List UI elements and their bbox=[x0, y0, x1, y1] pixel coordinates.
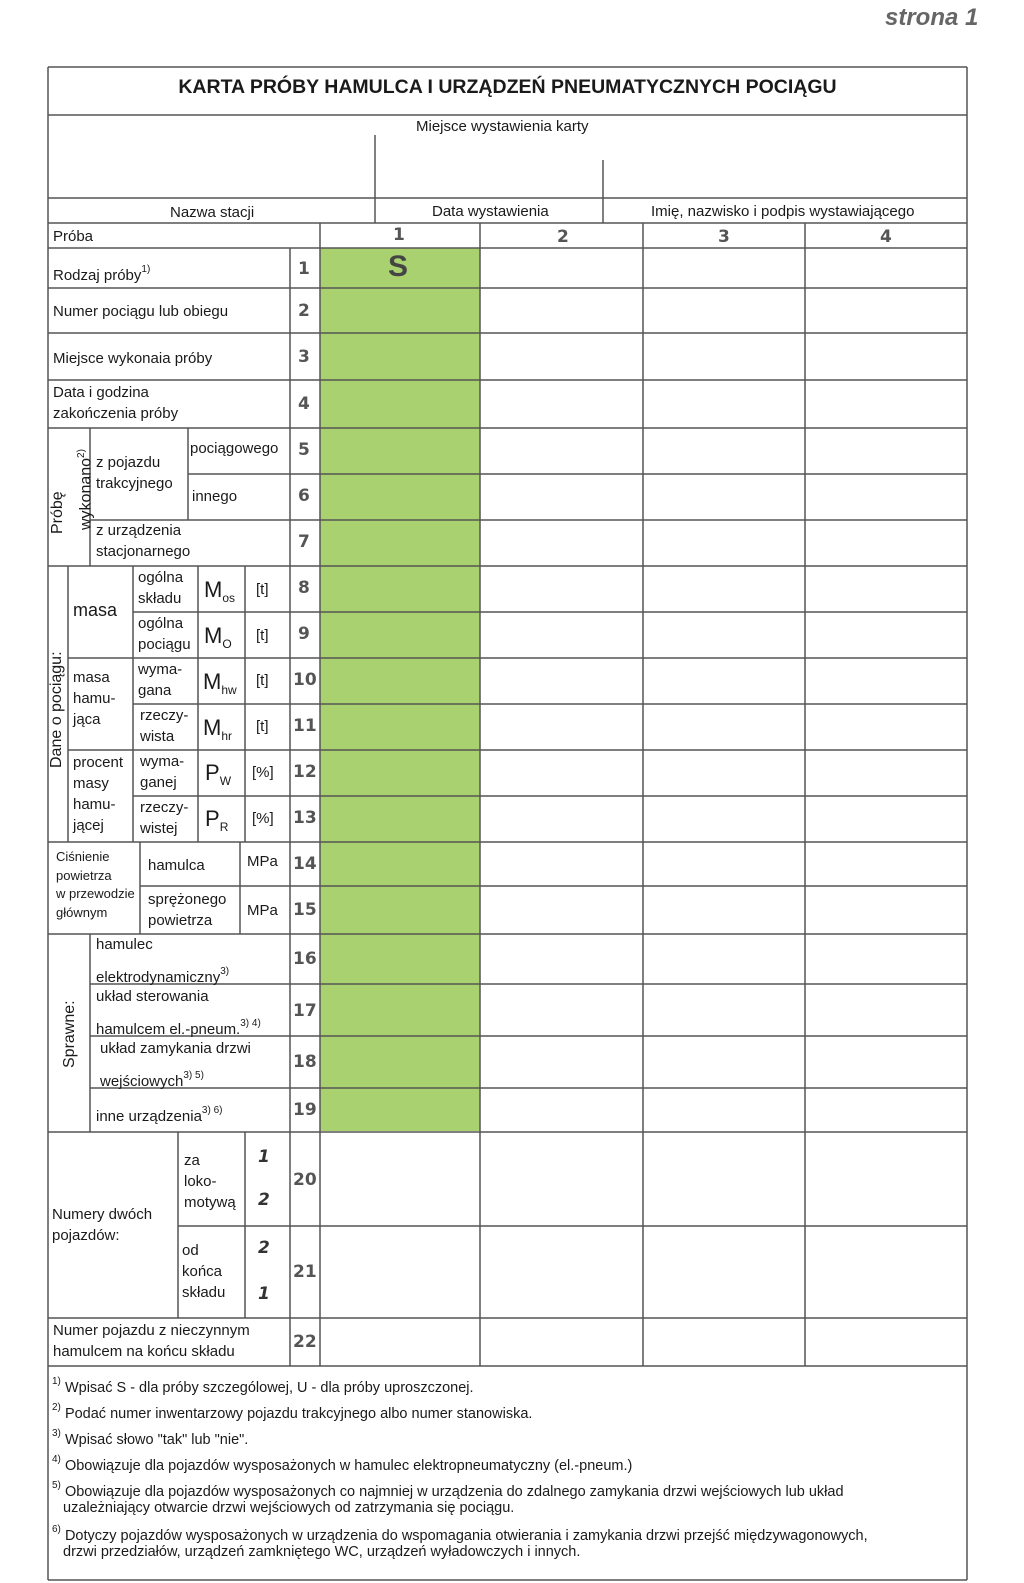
proba-number-2: 2 bbox=[557, 227, 569, 247]
row-number-15: 15 bbox=[293, 900, 317, 920]
row-15-a: sprężonego bbox=[148, 891, 227, 908]
row-16-a: hamulec bbox=[96, 936, 153, 953]
row-8-unit: [t] bbox=[256, 581, 269, 598]
row-12-symbol: $P_W$ bbox=[205, 760, 232, 788]
row-8-b: składu bbox=[138, 590, 182, 607]
vertical-label-working: Sprawne: bbox=[61, 1000, 78, 1068]
row-14-unit: MPa bbox=[247, 853, 278, 870]
brake-percent-d: jącej bbox=[73, 817, 104, 834]
row-20-sub-1: 1 bbox=[258, 1147, 270, 1167]
row-9-unit: [t] bbox=[256, 627, 269, 644]
brake-percent-b: masy bbox=[73, 775, 109, 792]
footnote-1: $^{1)}$ Wpisać S - dla próby szczególowej, U - dla próby uproszczonej. bbox=[52, 1376, 474, 1396]
row-21-sub-2: 2 bbox=[258, 1238, 270, 1258]
row-number-17: 17 bbox=[293, 1001, 317, 1021]
row-12-a: wyma- bbox=[140, 753, 185, 770]
row-8-symbol: $M_{os}$ bbox=[204, 577, 236, 605]
row-10-symbol: $M_{hw}$ bbox=[203, 669, 237, 697]
col-station: Nazwa stacji bbox=[170, 204, 255, 221]
row-number-22: 22 bbox=[293, 1332, 317, 1352]
two-vehicles-a: Numery dwóch bbox=[52, 1206, 153, 1223]
row-number-4: 4 bbox=[298, 394, 310, 414]
row-stationary-a: z urządzenia bbox=[96, 522, 182, 539]
row-18-a: układ zamykania drzwi bbox=[100, 1040, 251, 1057]
proba-number-4: 4 bbox=[880, 227, 892, 247]
row-9-symbol: $M_O$ bbox=[204, 623, 232, 651]
row-stationary-b: stacjonarnego bbox=[96, 543, 191, 560]
row-10-b: gana bbox=[138, 682, 172, 699]
row-number-2: 2 bbox=[298, 301, 310, 321]
brake-percent-a: procent bbox=[73, 754, 124, 771]
row-number-14: 14 bbox=[293, 854, 317, 874]
row-16-b: elektrodynamiczny$^{3)}$ bbox=[96, 966, 230, 986]
row-22-a: Numer pojazdu z nieczynnym bbox=[53, 1322, 250, 1339]
braking-mass-a: masa bbox=[73, 669, 110, 686]
row-number-3: 3 bbox=[298, 347, 310, 367]
row-number-16: 16 bbox=[293, 949, 317, 969]
proba-number-3: 3 bbox=[718, 227, 730, 247]
row-test-date-a: Data i godzina bbox=[53, 384, 149, 401]
row-13-b: wistej bbox=[140, 820, 178, 837]
footnote-4: $^{4)}$ Obowiązuje dla pojazdów wysposażonych w hamulec elektropneumatyczny (el.-pneum.) bbox=[52, 1454, 633, 1474]
from-vehicle-b: trakcyjnego bbox=[96, 475, 173, 492]
row-19: inne urządzenia$^{3) 6)}$ bbox=[96, 1105, 223, 1125]
row-other-vehicle: innego bbox=[192, 488, 238, 505]
row-11-symbol: $M_{hr}$ bbox=[203, 715, 232, 743]
row-11-unit: [t] bbox=[256, 718, 269, 735]
pressure-label-c: w przewodzie bbox=[56, 886, 135, 901]
row-9-b: pociągu bbox=[138, 636, 191, 653]
place-header: Miejsce wystawienia karty bbox=[416, 118, 589, 135]
row-number-10: 10 bbox=[293, 670, 317, 690]
page-label: strona 1 bbox=[885, 4, 979, 31]
row-number-1: 1 bbox=[298, 259, 310, 279]
vertical-label-done: wykonano$^{2)}$ bbox=[76, 449, 95, 530]
row-13-unit: [%] bbox=[252, 810, 274, 827]
row-number-8: 8 bbox=[298, 578, 310, 598]
row-21-c: składu bbox=[182, 1284, 226, 1301]
row-number-13: 13 bbox=[293, 808, 317, 828]
row-10-a: wyma- bbox=[138, 661, 183, 678]
braking-mass-b: hamu- bbox=[73, 690, 116, 707]
row-number-11: 11 bbox=[293, 716, 317, 736]
row-test-type: Rodzaj próby$^{1)}$ bbox=[53, 264, 151, 284]
col-name: Imię, nazwisko i podpis wystawiającego bbox=[651, 203, 915, 220]
col-date: Data wystawienia bbox=[432, 203, 549, 220]
row-17-b: hamulcem el.-pneum.$^{3) 4)}$ bbox=[96, 1018, 261, 1038]
row-18-b: wejściowych$^{3) 5)}$ bbox=[100, 1070, 204, 1090]
braking-mass-c: jąca bbox=[73, 711, 101, 728]
row-13-symbol: $P_R$ bbox=[205, 806, 229, 834]
row-21-sub-1: 1 bbox=[258, 1284, 270, 1304]
row-22-b: hamulcem na końcu składu bbox=[53, 1343, 235, 1360]
row-number-21: 21 bbox=[293, 1262, 317, 1282]
pressure-label-a: Ciśnienie bbox=[56, 849, 110, 864]
row-11-a: rzeczy- bbox=[140, 707, 189, 724]
form-title: KARTA PRÓBY HAMULCA I URZĄDZEŃ PNEUMATYCZNYCH POCIĄGU bbox=[178, 76, 837, 98]
row-number-20: 20 bbox=[293, 1170, 317, 1190]
row-number-18: 18 bbox=[293, 1052, 317, 1072]
row-10-unit: [t] bbox=[256, 672, 269, 689]
pressure-label-b: powietrza bbox=[56, 868, 112, 883]
footnote-3: $^{3)}$ Wpisać słowo "tak" lub "nie". bbox=[52, 1428, 249, 1448]
row-number-9: 9 bbox=[298, 624, 310, 644]
row-9-a: ogólna bbox=[138, 615, 184, 632]
pressure-label-d: głównym bbox=[56, 905, 108, 920]
footnote-5: $^{5)}$ Obowiązuje dla pojazdów wysposażonych co najmniej w urządzenia do zdalnego zamykania drzwi wejściowych lub układ bbox=[52, 1480, 844, 1500]
from-vehicle-a: z pojazdu bbox=[96, 454, 161, 471]
row-20-a: za bbox=[184, 1152, 200, 1169]
row-20-b: loko- bbox=[184, 1173, 217, 1190]
row-number-5: 5 bbox=[298, 440, 310, 460]
footnote-2: $^{2)}$ Podać numer inwentarzowy pojazdu trakcyjnego albo numer stanowiska. bbox=[52, 1402, 533, 1422]
mass-label: masa bbox=[73, 600, 118, 620]
footnote-5-cont: uzależniający otwarcie drzwi wejściowych od zatrzymania się pociągu. bbox=[63, 1500, 515, 1516]
row-15-unit: MPa bbox=[247, 902, 278, 919]
footnote-6-cont: drzwi przedziałów, urządzeń zamkniętego WC, urządzeń wyładowczych i innych. bbox=[63, 1544, 581, 1560]
row-11-b: wista bbox=[140, 728, 175, 745]
two-vehicles-b: pojazdów: bbox=[52, 1227, 120, 1244]
row-number-19: 19 bbox=[293, 1100, 317, 1120]
row-21-a: od bbox=[182, 1242, 199, 1259]
row-17-a: układ sterowania bbox=[96, 988, 209, 1005]
row-8-a: ogólna bbox=[138, 569, 184, 586]
brake-percent-c: hamu- bbox=[73, 796, 116, 813]
vertical-label-train-data: Dane o pociągu: bbox=[48, 651, 65, 768]
vertical-label-probe: Próbę bbox=[49, 491, 66, 534]
row-number-6: 6 bbox=[298, 486, 310, 506]
proba-number-1: 1 bbox=[393, 225, 405, 245]
row-20-c: motywą bbox=[184, 1194, 236, 1211]
proba-label: Próba bbox=[53, 228, 94, 245]
row-number-12: 12 bbox=[293, 762, 317, 782]
row-12-unit: [%] bbox=[252, 764, 274, 781]
row-20-sub-2: 2 bbox=[258, 1190, 270, 1210]
footnote-6: $^{6)}$ Dotyczy pojazdów wysposażonych w urządzenia do wspomagania otwierania i zamykania drzwi przejść międzywagonowych, bbox=[52, 1524, 868, 1544]
row-train-vehicle: pociągowego bbox=[190, 440, 279, 457]
row-12-b: ganej bbox=[140, 774, 177, 791]
row-number-7: 7 bbox=[298, 532, 310, 552]
row-13-a: rzeczy- bbox=[140, 799, 189, 816]
row-test-date-b: zakończenia próby bbox=[53, 405, 179, 422]
row-train-number: Numer pociągu lub obiegu bbox=[53, 303, 229, 320]
row-14-label: hamulca bbox=[148, 857, 205, 874]
first-test-value[interactable]: S bbox=[388, 250, 409, 283]
row-21-b: końca bbox=[182, 1263, 223, 1280]
row-test-place: Miejsce wykonaia próby bbox=[53, 350, 213, 367]
row-15-b: powietrza bbox=[148, 912, 213, 929]
